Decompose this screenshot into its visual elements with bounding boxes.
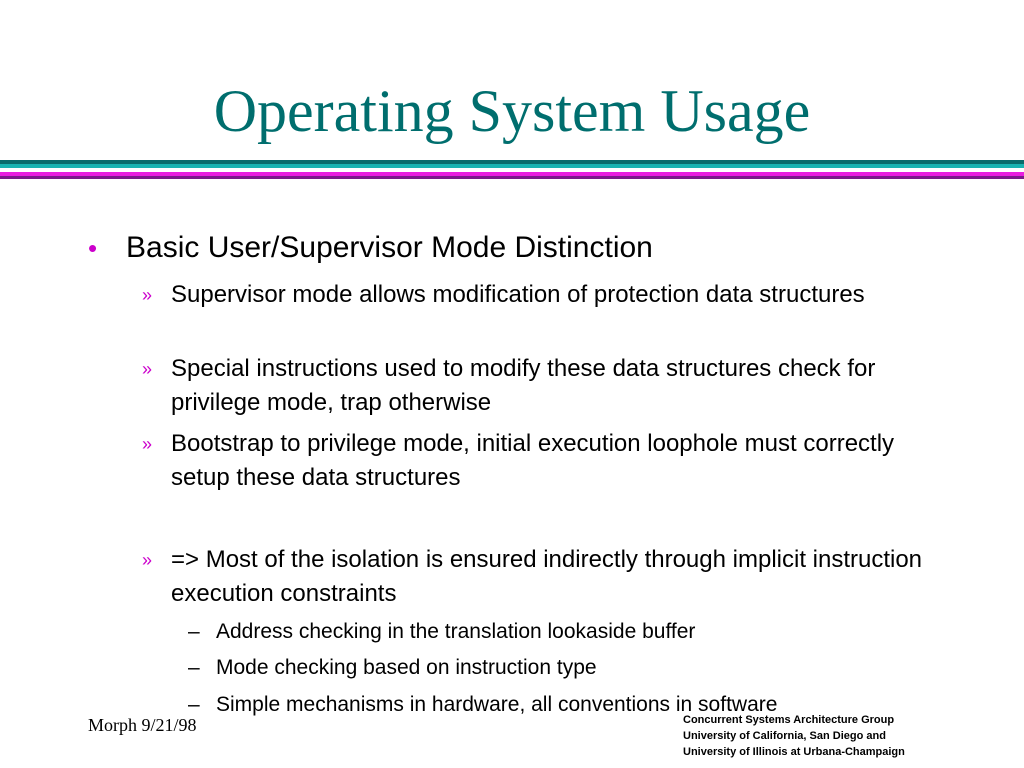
sub-bullet-text: Supervisor mode allows modification of protection data structures xyxy=(171,281,865,308)
footer-affiliation-line: University of Illinois at Urbana-Champaign xyxy=(683,746,905,758)
dash-icon: – xyxy=(188,693,200,716)
sub-sub-bullet-text: Mode checking based on instruction type xyxy=(216,656,597,679)
footer-affiliation xyxy=(683,712,1013,760)
double-chevron-icon: » xyxy=(142,550,153,570)
sub-sub-bullet xyxy=(188,618,948,646)
footer-date: Morph 9/21/98 xyxy=(88,715,197,735)
sub-bullet-text: Special instructions used to modify these data structures check for privilege mode, trap otherwise xyxy=(171,355,876,416)
double-chevron-icon: » xyxy=(142,434,153,454)
sub-bullet-text: => Most of the isolation is ensured indirectly through implicit instruction execution constraints xyxy=(171,546,923,607)
sub-bullet xyxy=(142,352,932,420)
sub-bullet xyxy=(142,543,932,611)
bullet-dot-icon: • xyxy=(88,233,98,263)
bullet-main-text: Basic User/Supervisor Mode Distinction xyxy=(126,231,653,264)
sub-sub-bullet-text: Address checking in the translation lookaside buffer xyxy=(216,620,696,643)
double-chevron-icon: » xyxy=(142,359,153,379)
dash-icon: – xyxy=(188,620,200,643)
sub-bullet xyxy=(142,427,932,495)
sub-sub-bullet-text: Simple mechanisms in hardware, all conventions in software xyxy=(216,693,778,716)
bullet-main xyxy=(88,230,968,266)
title-divider-purple xyxy=(0,176,1024,179)
footer-affiliation-line: Concurrent Systems Architecture Group xyxy=(683,714,895,726)
dash-icon: – xyxy=(188,656,200,679)
double-chevron-icon: » xyxy=(142,285,153,305)
slide-title: Operating System Usage xyxy=(213,78,811,144)
sub-bullet xyxy=(142,278,932,312)
sub-sub-bullet xyxy=(188,654,948,682)
sub-bullet-text: Bootstrap to privilege mode, initial execution loophole must correctly setup these data structures xyxy=(171,430,895,491)
title-divider-teal-light xyxy=(0,164,1024,168)
footer-affiliation-line: University of California, San Diego and xyxy=(683,730,886,742)
